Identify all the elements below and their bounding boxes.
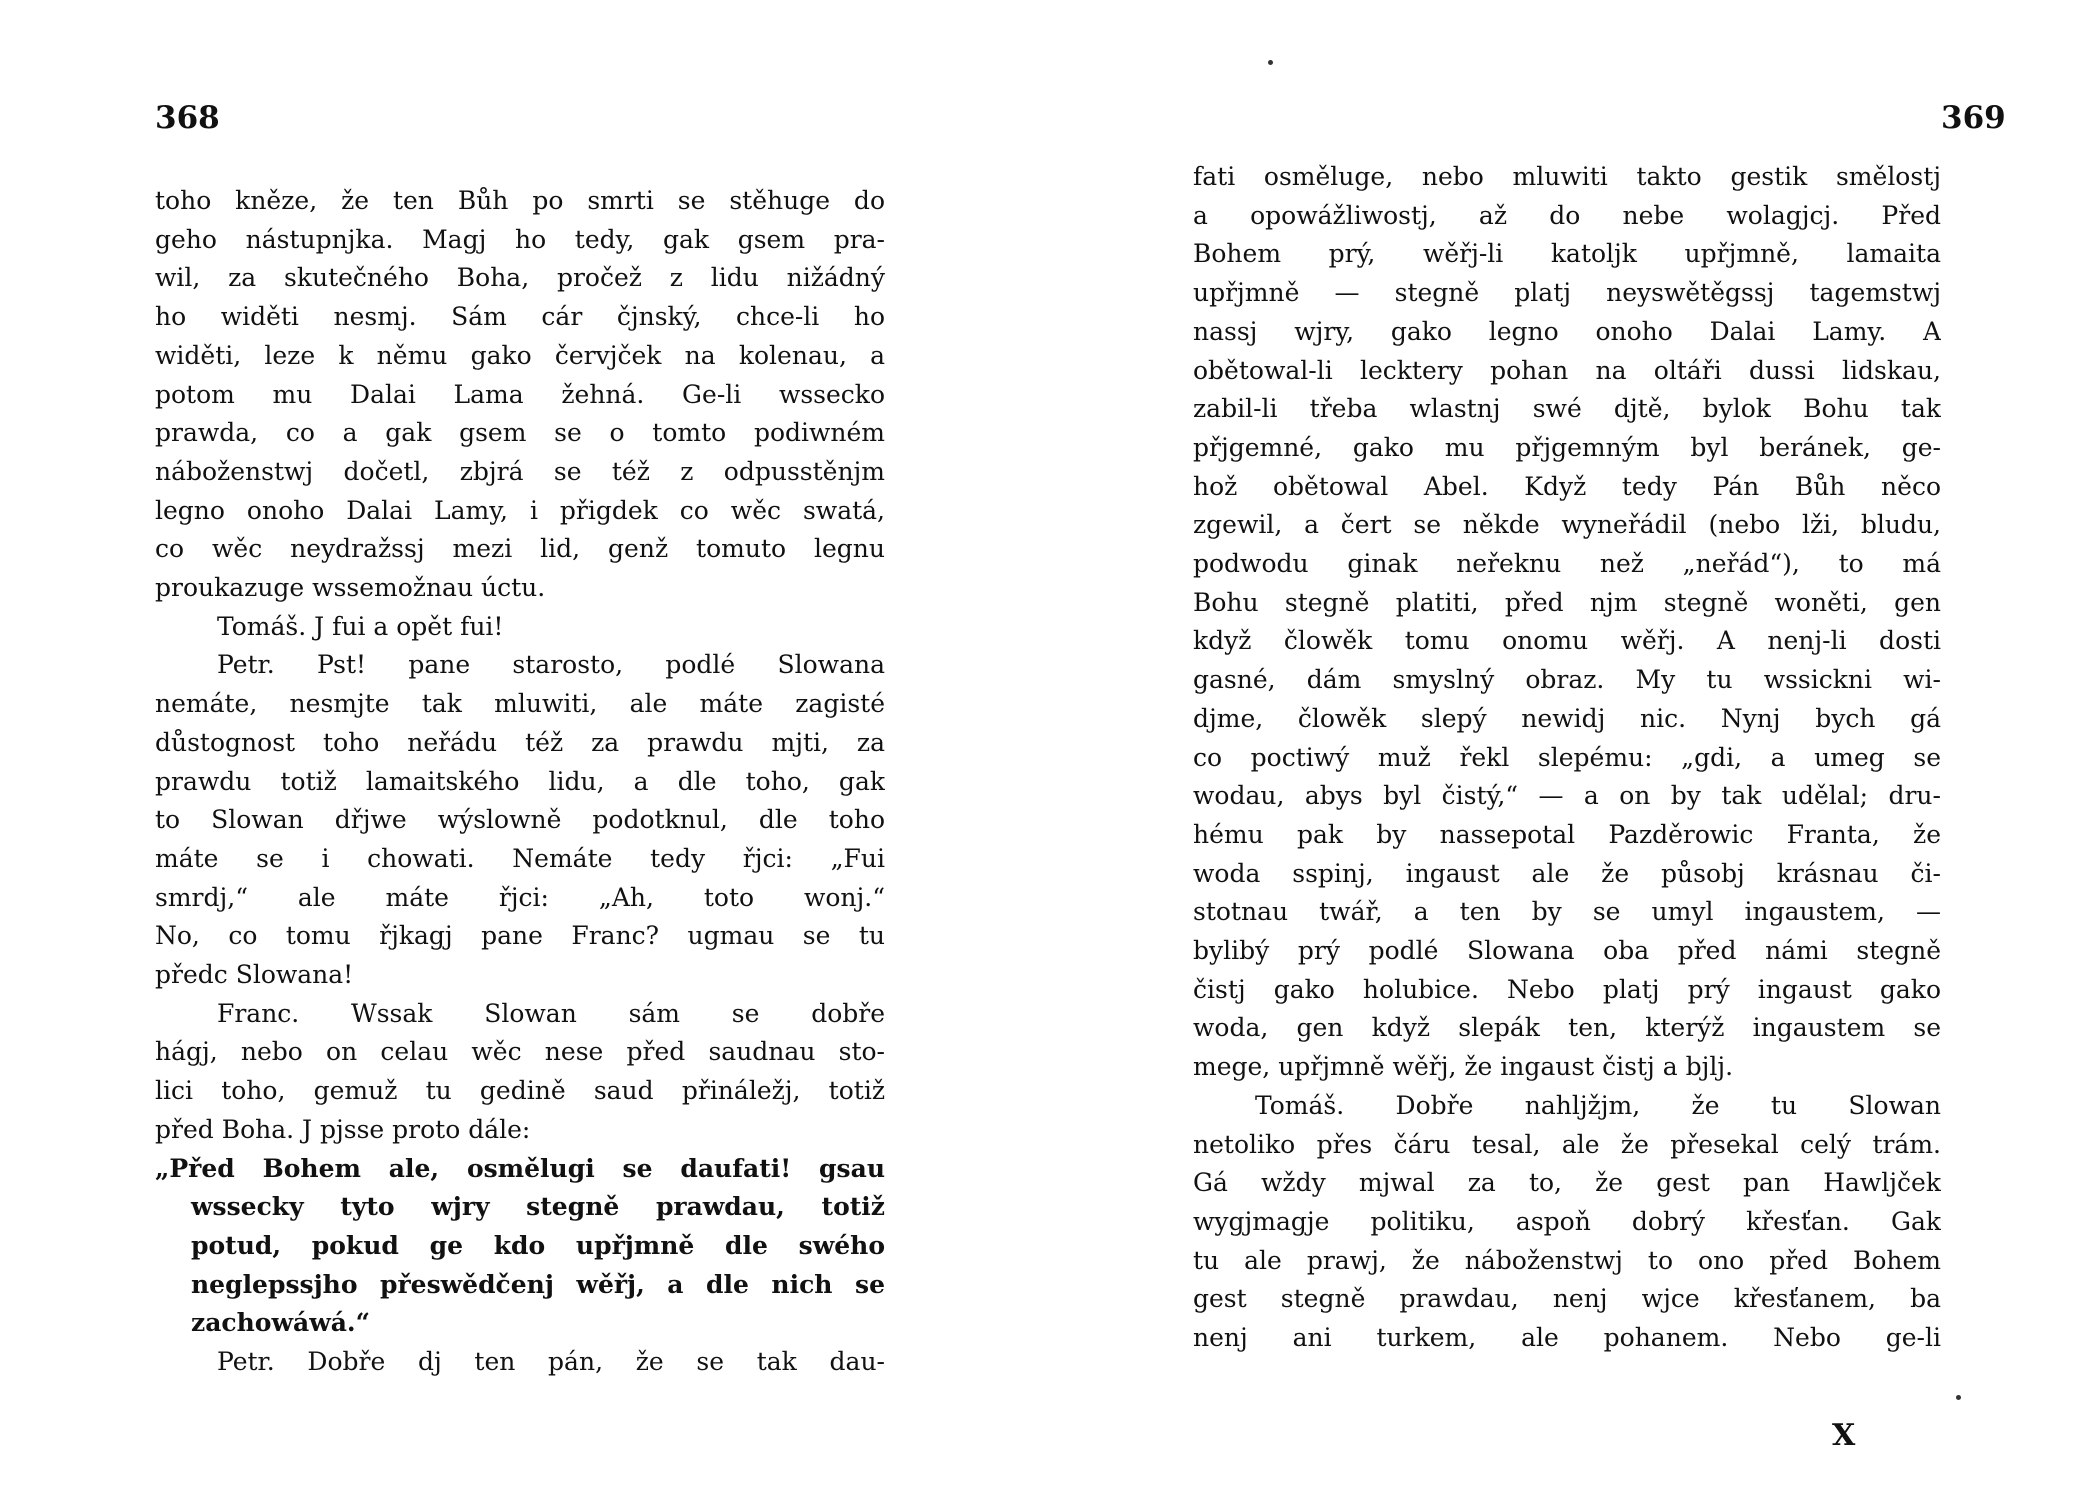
text-line: a opowážliwostj, až do nebe wolagjcj. Před xyxy=(1193,200,1941,230)
text-line: stotnau twář, a ten by se umyl ingaustem, — xyxy=(1193,897,1941,927)
text-line: Franc. Wssak Slowan sám se dobře xyxy=(217,998,885,1028)
left-page-number: 368 xyxy=(155,100,220,136)
left-page-text xyxy=(155,182,885,1382)
text-line: Gá wždy mjwal za to, že gest pan Hawljček xyxy=(1193,1168,1941,1198)
text-line: smrdj,“ ale máte řjci: „Ah, toto wonj.“ xyxy=(155,882,885,912)
text-line: Bohem prý, wěřj-li katoljk upřjmně, lamaita xyxy=(1193,239,1941,269)
text-line: geho nástupnjka. Magj ho tedy, gak gsem pra- xyxy=(155,224,885,254)
text-line: proukazuge wssemožnau úctu. xyxy=(155,573,546,603)
right-page-text xyxy=(1193,158,1941,1358)
text-line: wil, za skutečného Boha, pročež z lidu nižádný xyxy=(155,263,885,293)
text-line: předc Slowana! xyxy=(155,960,354,990)
text-line: ho widěti nesmj. Sám cár čjnský, chce-li ho xyxy=(155,302,885,332)
text-line: zachowáwá.“ xyxy=(191,1308,370,1338)
text-line: podwodu ginak neřeknu než „neřád“), to má xyxy=(1193,549,1941,579)
text-line: potom mu Dalai Lama žehná. Ge-li wssecko xyxy=(155,379,885,409)
text-line: fati osměluge, nebo mluwiti takto gestik smělostj xyxy=(1193,162,1941,191)
text-line: hož obětowal Abel. Když tedy Pán Bůh něco xyxy=(1193,471,1941,501)
text-line: hágj, nebo on celau wěc nese před saudnau sto- xyxy=(155,1037,885,1067)
text-line: lici toho, gemuž tu gedině saud přináležj, totiž xyxy=(155,1076,885,1106)
text-line: Tomáš. Dobře nahljžjm, že tu Slowan xyxy=(1255,1090,1941,1120)
text-line: prawda, co a gak gsem se o tomto podiwném xyxy=(155,418,885,448)
text-line: No, co tomu řjkagj pane Franc? ugmau se tu xyxy=(155,921,885,951)
text-line: zgewil, a čert se někde wyneřádil (nebo lži, bludu, xyxy=(1193,510,1941,540)
text-line: woda, gen když slepák ten, kterýž ingaustem se xyxy=(1193,1013,1941,1043)
text-line: když člowěk tomu onomu wěřj. A nenj-li dosti xyxy=(1193,626,1941,656)
text-line: legno onoho Dalai Lamy, i přigdek co wěc swatá, xyxy=(155,495,885,525)
text-line: co wěc neydražssj mezi lid, genž tomuto legnu xyxy=(155,534,885,564)
text-line: djme, člowěk slepý newidj nic. Nynj bych gá xyxy=(1193,703,1941,733)
text-line: toho kněze, že ten Bůh po smrti se stěhuge do xyxy=(155,186,885,215)
text-line: Petr. Dobře dj ten pán, že se tak dau- xyxy=(217,1347,885,1377)
text-line: woda sspinj, ingaust ale že působj krásnau či- xyxy=(1193,858,1941,888)
text-line: wssecky tyto wjry stegně prawdau, totiž xyxy=(191,1192,885,1222)
text-line: Tomáš. J fui a opět fui! xyxy=(217,611,504,641)
text-line: před Boha. J pjsse proto dále: xyxy=(155,1114,531,1144)
text-line: Bohu stegně platiti, před njm stegně woněti, gen xyxy=(1193,587,1941,617)
text-line: čistj gako holubice. Nebo platj prý ingaust gako xyxy=(1193,974,1941,1004)
text-line: zabil-li třeba wlastnj swé djtě, bylok Bohu tak xyxy=(1193,394,1941,424)
text-line: to Slowan dřjwe wýslowně podotknul, dle toho xyxy=(155,805,885,835)
text-line: „Před Bohem ale, osmělugi se daufati! gsau xyxy=(155,1153,885,1183)
text-line: máte se i chowati. Nemáte tedy řjci: „Fui xyxy=(155,843,885,873)
text-line: přjgemné, gako mu přjgemným byl beránek, ge- xyxy=(1193,432,1941,462)
text-line: neglepssjho přeswědčenj wěřj, a dle nich se xyxy=(191,1269,885,1299)
right-page xyxy=(1043,0,2086,1500)
text-line: gasné, dám smyslný obraz. My tu wssickni wi- xyxy=(1193,665,1941,695)
text-line: potud, pokud ge kdo upřjmně dle swého xyxy=(191,1230,885,1260)
text-line: náboženstwj dočetl, zbjrá se též z odpusstěnjm xyxy=(155,456,885,486)
text-line: obětowal-li lecktery pohan na oltáři dussi lidskau, xyxy=(1193,355,1941,385)
scan-speck xyxy=(1268,60,1273,65)
right-page-number: 369 xyxy=(1941,100,2006,136)
text-line: důstognost toho neřádu též za prawdu mjti, za xyxy=(155,727,885,757)
text-line: co poctiwý muž řekl slepému: „gdi, a umeg se xyxy=(1193,742,1941,772)
text-line: upřjmně — stegně platj neyswětěgssj tagemstwj xyxy=(1193,278,1941,308)
text-line: widěti, leze k němu gako červjček na kolenau, a xyxy=(155,340,885,370)
text-line: wygjmagje politiku, aspoň dobrý křesťan. Gak xyxy=(1193,1206,1941,1236)
text-line: prawdu totiž lamaitského lidu, a dle toho, gak xyxy=(155,766,885,796)
text-line: wodau, abys byl čistý,“ — a on by tak udělal; dru- xyxy=(1193,781,1941,811)
text-line: nemáte, nesmjte tak mluwiti, ale máte zagisté xyxy=(155,689,885,719)
text-line: nassj wjry, gako legno onoho Dalai Lamy. A xyxy=(1193,316,1941,346)
text-line: netoliko přes čáru tesal, ale že přesekal celý trám. xyxy=(1193,1129,1941,1159)
text-line: mege, upřjmně wěřj, že ingaust čistj a bjlj. xyxy=(1193,1052,1734,1082)
text-line: hému pak by nassepotal Pazděrowic Franta, že xyxy=(1193,819,1941,849)
text-line: gest stegně prawdau, nenj wjce křesťanem, ba xyxy=(1193,1284,1941,1314)
text-line: bylibý prý podlé Slowana oba před námi stegně xyxy=(1193,936,1941,966)
signature-mark: X xyxy=(1832,1418,1856,1453)
text-line: nenj ani turkem, ale pohanem. Nebo ge-li xyxy=(1193,1323,1941,1353)
text-line: Petr. Pst! pane starosto, podlé Slowana xyxy=(217,650,885,680)
scan-speck xyxy=(1956,1395,1961,1400)
text-line: tu ale prawj, že náboženstwj to ono před Bohem xyxy=(1193,1245,1941,1275)
